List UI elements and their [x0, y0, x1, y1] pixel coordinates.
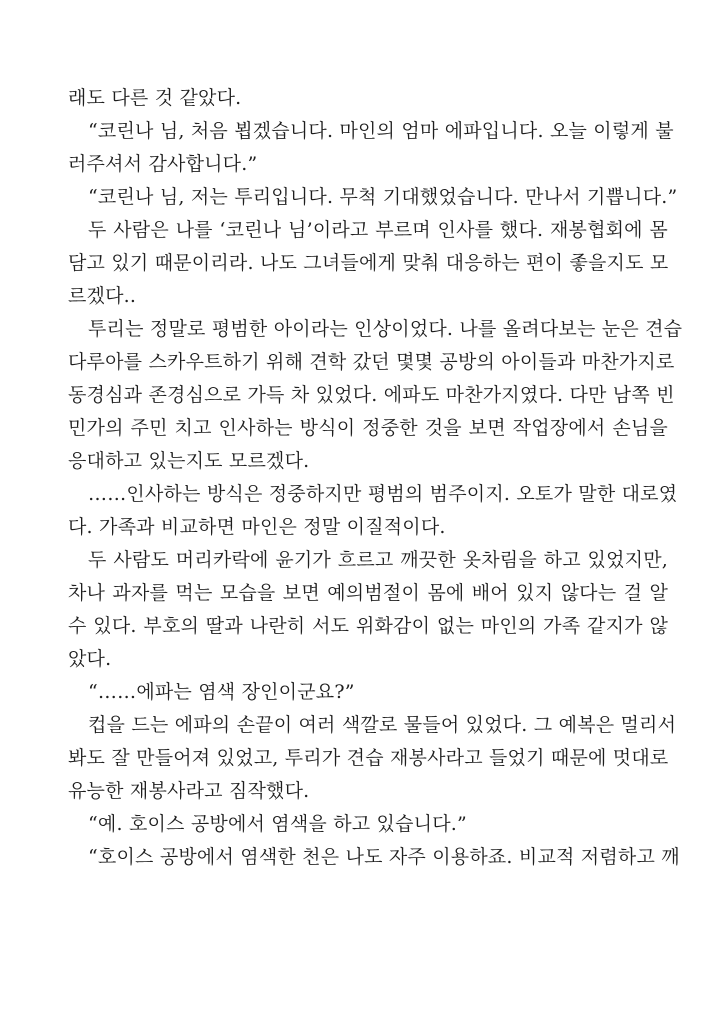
text-line-7: 르겠다.. — [68, 285, 137, 307]
text-line-4: “코린나 님, 저는 투리입니다. 무척 기대했었습니다. 만나서 기쁩니다.” — [88, 186, 678, 208]
text-line-23: “예. 호이스 공방에서 염색을 하고 있습니다.” — [88, 813, 467, 835]
text-line-9: 다루아를 스카우트하기 위해 견학 갔던 몇몇 공방의 아이들과 마찬가지로 — [68, 351, 675, 373]
text-line-22: 유능한 재봉사라고 짐작했다. — [68, 780, 310, 802]
text-line-10: 동경심과 존경심으로 가득 차 있었다. 에파도 마찬가지였다. 다만 남쪽 빈 — [68, 384, 675, 406]
text-line-6: 담고 있기 때문이리라. 나도 그녀들에게 맞춰 대응하는 편이 좋을지도 모 — [68, 252, 669, 274]
text-line-15: 두 사람도 머리카락에 윤기가 흐르고 깨끗한 옷차림을 하고 있었지만, — [88, 549, 668, 571]
text-line-12: 응대하고 있는지도 모르겠다. — [68, 450, 310, 472]
text-line-3: 러주셔서 감사합니다.” — [68, 153, 258, 175]
text-line-5: 두 사람은 나를 ‘코린나 님’이라고 부르며 인사를 했다. 재봉협회에 몸 — [88, 219, 668, 241]
text-line-2: “코린나 님, 처음 뵙겠습니다. 마인의 엄마 에파입니다. 오늘 이렇게 불 — [88, 120, 674, 142]
text-line-11: 민가의 주민 치고 인사하는 방식이 정중한 것을 보면 작업장에서 손님을 — [68, 417, 668, 439]
text-line-18: 았다. — [68, 648, 112, 670]
text-line-1: 래도 다른 것 같았다. — [68, 87, 242, 109]
text-line-13: ……인사하는 방식은 정중하지만 평범의 범주이지. 오토가 말한 대로였 — [88, 483, 678, 505]
document-page — [68, 82, 683, 874]
text-line-21: 봐도 잘 만들어져 있었고, 투리가 견습 재봉사라고 들었기 때문에 멋대로 — [68, 747, 669, 769]
text-line-17: 수 있다. 부호의 딸과 나란히 서도 위화감이 없는 마인의 가족 같지가 않 — [68, 615, 668, 637]
text-line-16: 차나 과자를 먹는 모습을 보면 예의범절이 몸에 배어 있지 않다는 걸 알 — [68, 582, 668, 604]
text-line-24: “호이스 공방에서 염색한 천은 나도 자주 이용하죠. 비교적 저렴하고 깨 — [88, 846, 680, 868]
text-line-8: 투리는 정말로 평범한 아이라는 인상이었다. 나를 올려다보는 눈은 견습 — [88, 318, 683, 340]
text-line-20: 컵을 드는 에파의 손끝이 여러 색깔로 물들어 있었다. 그 예복은 멀리서 — [88, 714, 677, 736]
text-line-19: “……에파는 염색 장인이군요?” — [88, 681, 355, 703]
text-line-14: 다. 가족과 비교하면 마인은 정말 이질적이다. — [68, 516, 446, 538]
